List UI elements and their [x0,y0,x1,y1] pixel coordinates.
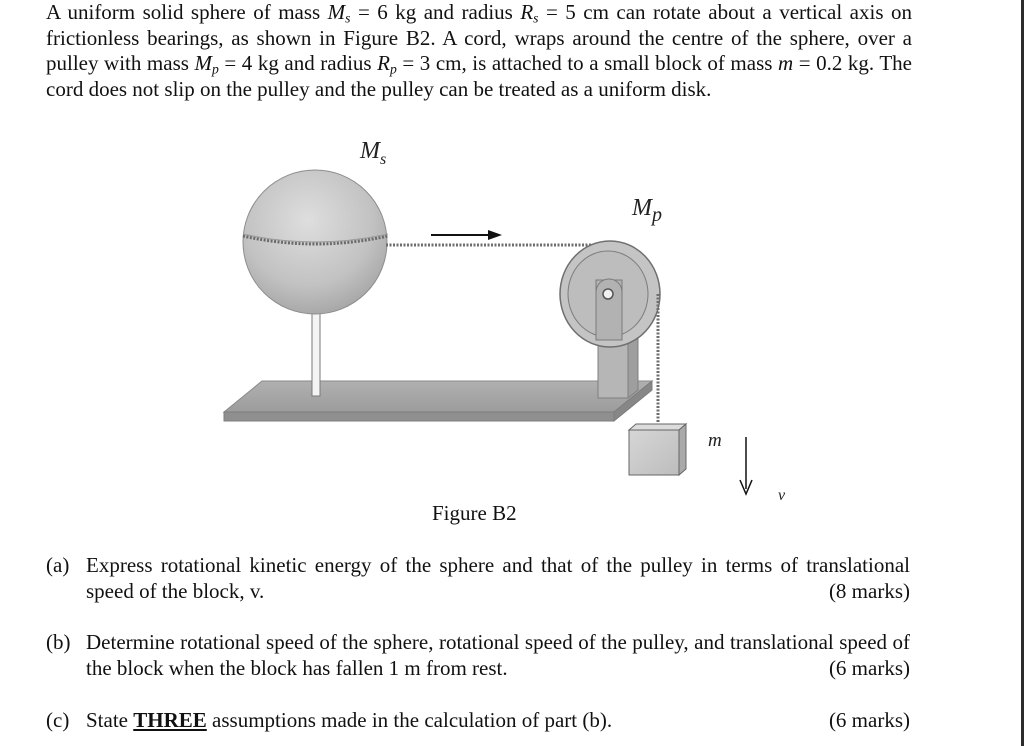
emphasis-three: THREE [133,708,207,732]
question-marks: (6 marks) [828,708,910,732]
symbol-rp: R [377,51,390,75]
hanging-block-top [629,424,686,430]
hanging-block-side [679,424,686,475]
subscript-p: p [212,61,219,77]
question-text [86,707,910,733]
question-a [46,552,910,604]
intro-text: = 3 cm, is attached to a small block of mass [396,51,778,75]
label-v: v [778,487,786,504]
subscript-s: s [533,10,539,26]
label-mp: $M_p$ [632,195,662,226]
question-text-part: State [86,708,134,732]
intro-text: = 0.2 kg. The cord does not slip on the pulley and the pulley can be treated as a uniform disk. [46,51,912,101]
question-c [46,707,910,733]
question-letter: (a) [46,553,70,577]
symbol-ms: M [327,0,346,24]
label-m: m [708,430,722,451]
base-plate [224,381,652,412]
symbol-m: m [777,51,794,75]
question-text-part: assumptions made in the calculation of part (b). [206,708,613,732]
question-letter: (b) [46,630,71,654]
subscript-p: p [389,61,397,77]
question-marks: (8 marks) [828,579,910,603]
hanging-block-front [629,430,679,475]
pulley-axle [603,289,613,299]
base-plate-edge [224,412,614,421]
question-text: Express rotational kinetic energy of the sphere and that of the pulley in terms of translational speed of the block, v. [86,553,910,603]
intro-text: = 5 cm can rotate about a vertical axis on frictionless bearings, as shown in Figure B2. A cord, wraps around the centre of the sphere, over a pulley with mass [46,0,912,75]
question-marks: (6 marks) [828,656,910,680]
question-b [46,629,910,681]
question-text: Determine rotational speed of the sphere, rotational speed of the pulley, and translational speed of the block when the block has fallen 1 m from rest. [86,630,910,680]
intro-text: A uniform solid sphere of mass [46,0,328,24]
intro-text: = 6 kg and radius [350,0,521,24]
subscript-s: s [345,10,351,26]
symbol-rs: R [520,0,534,24]
intro-text: = 4 kg and radius [218,51,378,75]
figure-caption: Figure B2 [432,501,517,525]
label-ms: $M_s$ [360,138,387,168]
symbol-mp: M [194,51,212,75]
motion-arrow-head [488,230,502,240]
question-letter: (c) [46,708,70,732]
